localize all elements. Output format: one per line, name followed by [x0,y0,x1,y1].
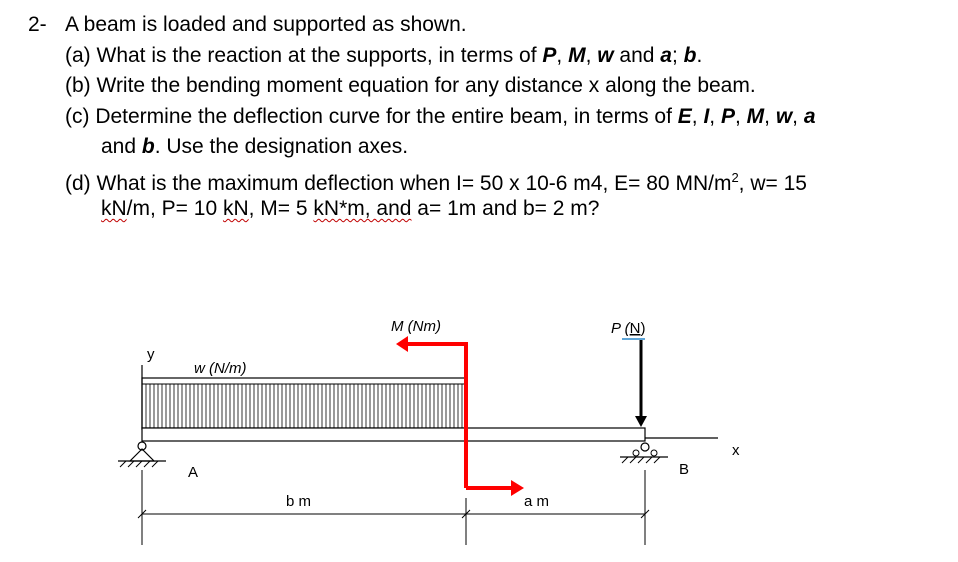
sep: , [556,44,569,67]
var-m: M [568,44,586,67]
var-b: b [141,135,155,158]
var-a: a [803,105,816,128]
part-c-prefix: (c) Determine the deflection curve for the entire beam, in terms of [65,105,678,128]
moment-arrow [396,336,524,496]
sep: , [691,105,704,128]
y-axis-label: y [147,346,155,363]
sep: , [585,44,598,67]
part-b: (b) Write the bending moment equation for any distance x along the beam. [65,74,756,97]
support-b-label: B [679,461,690,478]
unit-kn: kN [222,197,249,220]
text: a= 1m and b= 2 m? [411,197,600,220]
support-b-roller [620,443,668,463]
problem-number: 2- [28,13,47,36]
sep: , [709,105,721,128]
var-e: E [677,105,692,128]
point-load-label-p: P ( [611,320,630,337]
distributed-load-label: w (N/m) [194,360,247,377]
distributed-load-hatch [142,384,465,428]
part-d-line1: (d) What is the maximum deflection when I= 50 x 10-6 m4, E= 80 MN/m [65,172,732,195]
distributed-load-block [142,378,465,428]
part-c-line2-prefix: and [101,135,142,158]
sep: ; [671,44,684,67]
var-p: P [542,44,557,67]
support-a-label: A [188,464,199,481]
exponent: 2 [731,170,739,185]
point-load-arrow-head [635,416,647,427]
var-m: M [746,105,765,128]
unit-kn: kN [101,197,127,220]
text: /m, P= 10 [126,197,223,220]
part-a-prefix: (a) What is the reaction at the supports, in terms of [65,44,543,67]
var-p: P [720,105,735,128]
var-i: I [703,105,710,128]
text: , M= 5 [248,197,314,220]
x-axis-label: x [732,442,740,459]
dimension-a-label: a m [524,493,550,510]
var-b: b [683,44,697,67]
var-w: w [597,44,614,67]
unit-knm: kN*m, and [313,197,412,220]
point-load-label-n: N [629,320,641,337]
var-a: a [660,44,672,67]
sep: , [734,105,747,128]
beam [142,428,645,441]
part-d-line1-end: , w= 15 [738,172,807,195]
point-load-label-close: ) [640,320,646,337]
dimension-line [138,470,649,545]
sep: , [764,105,776,128]
var-w: w [775,105,793,128]
support-a-pin [118,442,166,467]
point-load-label [611,320,645,337]
sep: . [696,44,703,67]
part-c-line2-suffix: . Use the designation axes. [154,135,409,158]
sep: and [613,44,661,67]
problem-intro: A beam is loaded and supported as shown. [65,13,467,36]
dimension-b-label: b m [286,493,312,510]
moment-label: M (Nm) [391,318,441,335]
sep: , [792,105,804,128]
